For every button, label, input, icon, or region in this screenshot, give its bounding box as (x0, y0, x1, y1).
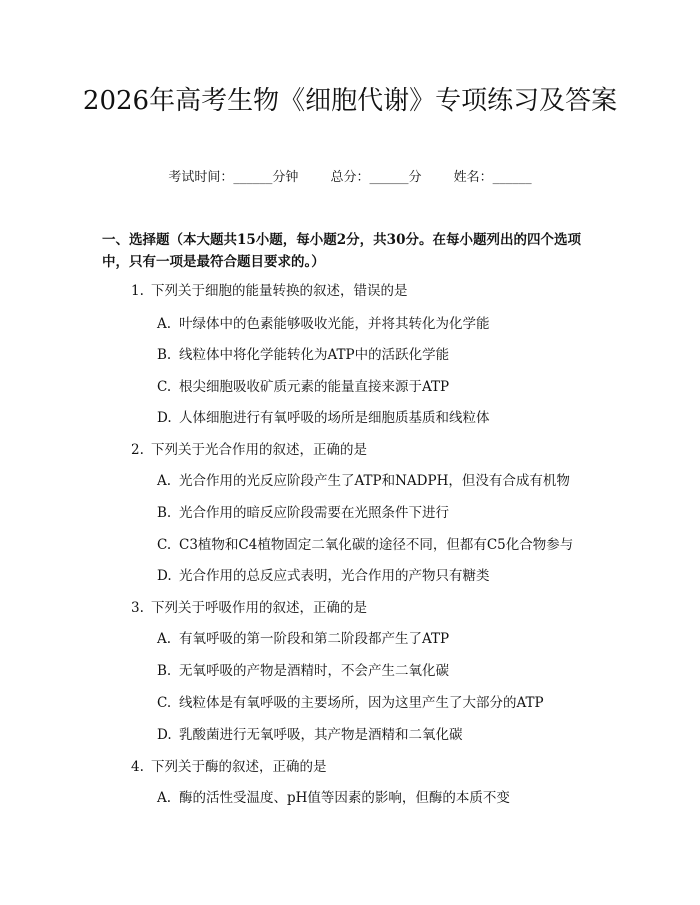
option-letter: A. (157, 316, 172, 332)
question-3-stem (131, 598, 367, 618)
question-3-option-a (157, 629, 449, 649)
question-3-option-d (157, 725, 463, 745)
option-text: 光合作用的光反应阶段产生了ATP和NADPH，但没有合成有机物 (179, 473, 570, 489)
question-1-option-d (157, 408, 490, 428)
option-text: 乳酸菌进行无氧呼吸，其产物是酒精和二氧化碳 (179, 727, 463, 743)
question-number: 4. (131, 759, 144, 775)
question-2-option-a (157, 471, 570, 491)
exam-info-row (0, 168, 700, 188)
question-text: 下列关于酶的叙述，正确的是 (151, 759, 327, 775)
option-text: 酶的活性受温度、pH值等因素的影响，但酶的本质不变 (179, 790, 510, 806)
question-text: 下列关于呼吸作用的叙述，正确的是 (151, 600, 367, 616)
question-text: 下列关于光合作用的叙述，正确的是 (151, 442, 367, 458)
question-2-stem (131, 440, 367, 460)
question-2-option-c (157, 535, 573, 555)
question-3-option-b (157, 661, 449, 681)
option-letter: A. (157, 790, 172, 806)
question-4-stem (131, 757, 327, 777)
page-title: 2026年高考生物《细胞代谢》专项练习及答案 (82, 86, 618, 116)
option-text: 光合作用的总反应式表明，光合作用的产物只有糖类 (179, 568, 490, 584)
option-letter: D. (157, 568, 172, 584)
option-letter: D. (157, 727, 172, 743)
question-1-option-a (157, 314, 490, 334)
option-letter: C. (157, 379, 172, 395)
question-1-option-c (157, 377, 449, 397)
question-number: 1. (131, 283, 144, 299)
option-text: 线粒体是有氧呼吸的主要场所，因为这里产生了大部分的ATP (179, 695, 544, 711)
option-letter: A. (157, 631, 172, 647)
section-heading: 一、选择题（本大题共15小题，每小题2分，共30分。在每小题列出的四个选项中，只有一项是最符合题目要求的。） (102, 232, 581, 270)
question-1-stem (131, 281, 408, 301)
option-letter: A. (157, 473, 172, 489)
option-text: 线粒体中将化学能转化为ATP中的活跃化学能 (179, 347, 450, 363)
option-letter: B. (157, 663, 172, 679)
question-1-option-b (157, 345, 449, 365)
option-letter: B. (157, 347, 172, 363)
option-text: 根尖细胞吸收矿质元素的能量直接来源于ATP (179, 379, 450, 395)
question-number: 2. (131, 442, 144, 458)
total-score-field: 总分：______分 (330, 170, 422, 185)
question-number: 3. (131, 600, 144, 616)
question-2-option-d (157, 566, 490, 586)
option-text: 叶绿体中的色素能够吸收光能，并将其转化为化学能 (179, 316, 490, 332)
option-text: 人体细胞进行有氧呼吸的场所是细胞质基质和线粒体 (179, 410, 490, 426)
option-letter: C. (157, 695, 172, 711)
option-text: 无氧呼吸的产物是酒精时，不会产生二氧化碳 (179, 663, 449, 679)
question-text: 下列关于细胞的能量转换的叙述，错误的是 (151, 283, 408, 299)
question-3-option-c (157, 693, 544, 713)
question-2-option-b (157, 503, 449, 523)
option-text: 有氧呼吸的第一阶段和第二阶段都产生了ATP (179, 631, 450, 647)
option-letter: B. (157, 505, 172, 521)
option-letter: D. (157, 410, 172, 426)
exam-time-field: 考试时间：______分钟 (168, 170, 299, 185)
option-text: C3植物和C4植物固定二氧化碳的途径不同，但都有C5化合物参与 (179, 537, 574, 553)
student-name-field: 姓名：______ (453, 170, 532, 185)
option-letter: C. (157, 537, 172, 553)
question-4-option-a (157, 788, 510, 808)
option-text: 光合作用的暗反应阶段需要在光照条件下进行 (179, 505, 449, 521)
